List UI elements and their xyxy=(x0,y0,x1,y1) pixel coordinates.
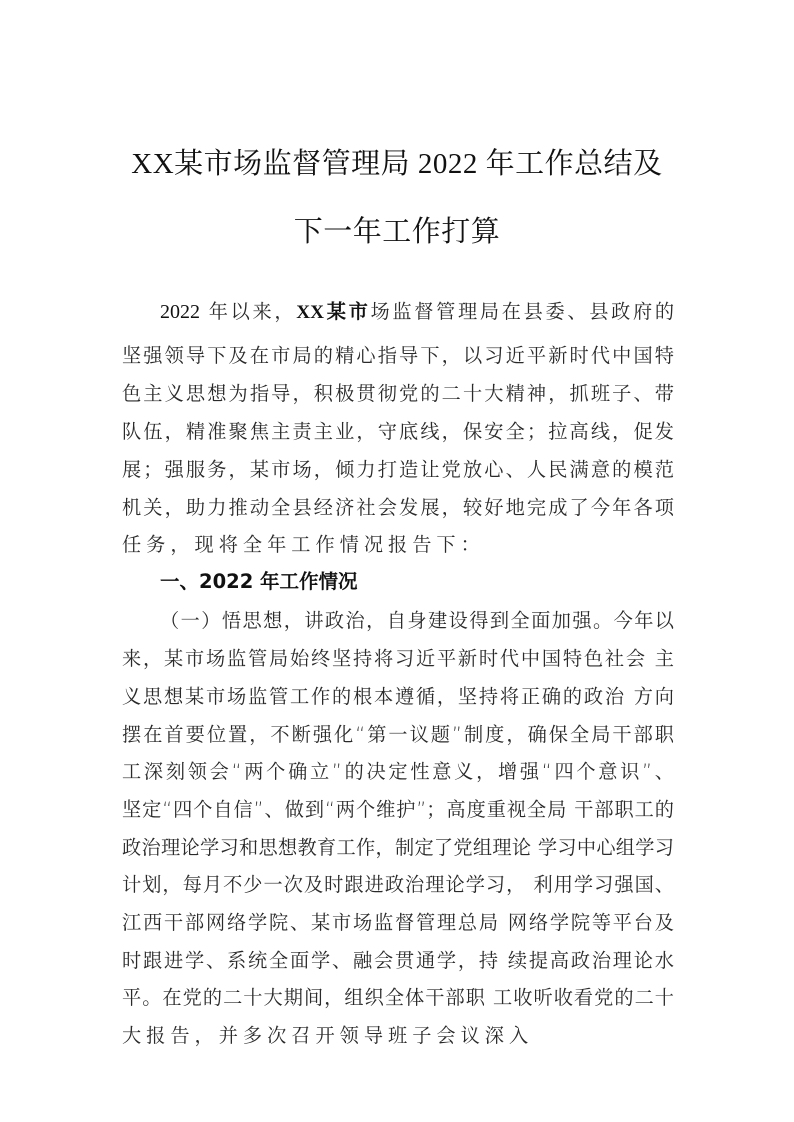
subsection-line: 江西干部网络学院、某市场监督管理总局 网络学院等平台及 xyxy=(122,911,674,934)
subsection-line: 平。在党的二十大期间，组织全体干部职 工收听收看党的二十 xyxy=(122,986,674,1009)
document-title-line-1: XX某市场监督管理局 2022 年工作总结及 xyxy=(131,148,663,180)
subsection-line: 义思想某市场监管工作的根本遵循，坚持将正确的政治 方向 xyxy=(122,685,674,708)
intro-paragraph-first-line xyxy=(160,297,674,327)
intro-line: 队伍，精准聚焦主责主业，守底线，保安全；拉高线，促发 xyxy=(122,420,674,443)
intro-line: 色主义思想为指导，积极贯彻党的二十大精神，抓班子、带 xyxy=(122,382,674,405)
subsection-line: 大报告，并多次召开领导班子会议深入 xyxy=(122,1024,534,1047)
intro-line: 机关，助力推动全县经济社会发展，较好地完成了今年各项 xyxy=(122,496,674,519)
intro-line: 坚强领导下及在市局的精心指导下，以习近平新时代中国特 xyxy=(122,344,674,367)
intro-year: 2022 xyxy=(160,301,200,323)
intro-line: 任务，现将全年工作情况报告下： xyxy=(122,533,485,556)
subsection-line: 坚定“四个自信”、做到“两个维护”；高度重视全局 干部职工的 xyxy=(122,798,674,821)
intro-lead-tail: 场监督管理局在县委、县政府的 xyxy=(370,300,675,323)
subsection-first-line: （一）悟思想，讲政治，自身建设得到全面加强。今年以 xyxy=(160,609,674,632)
section-heading: 一、2022 年工作情况 xyxy=(160,570,358,593)
intro-org-name: XX某市 xyxy=(296,302,371,323)
subsection-line: 计划，每月不少一次及时跟进政治理论学习， 利用学习强国、 xyxy=(122,873,674,896)
subsection-line: 摆在首要位置，不断强化“第一议题”制度，确保全局干部职 xyxy=(122,723,674,746)
intro-lead-text: 年以来， xyxy=(200,300,297,323)
subsection-line: 工深刻领会“两个确立”的决定性意义，增强“四个意识”、 xyxy=(122,760,674,783)
subsection-line: 政治理论学习和思想教育工作，制定了党组理论 学习中心组学习 xyxy=(122,836,674,859)
intro-line: 展；强服务，某市场，倾力打造让党放心、人民满意的模范 xyxy=(122,458,674,481)
subsection-line: 时跟进学、系统全面学、融会贯通学，持 续提高政治理论水 xyxy=(122,949,674,972)
document-title-line-2: 下一年工作打算 xyxy=(293,216,501,248)
subsection-line: 来，某市场监管局始终坚持将习近平新时代中国特色社会 主 xyxy=(122,647,674,670)
